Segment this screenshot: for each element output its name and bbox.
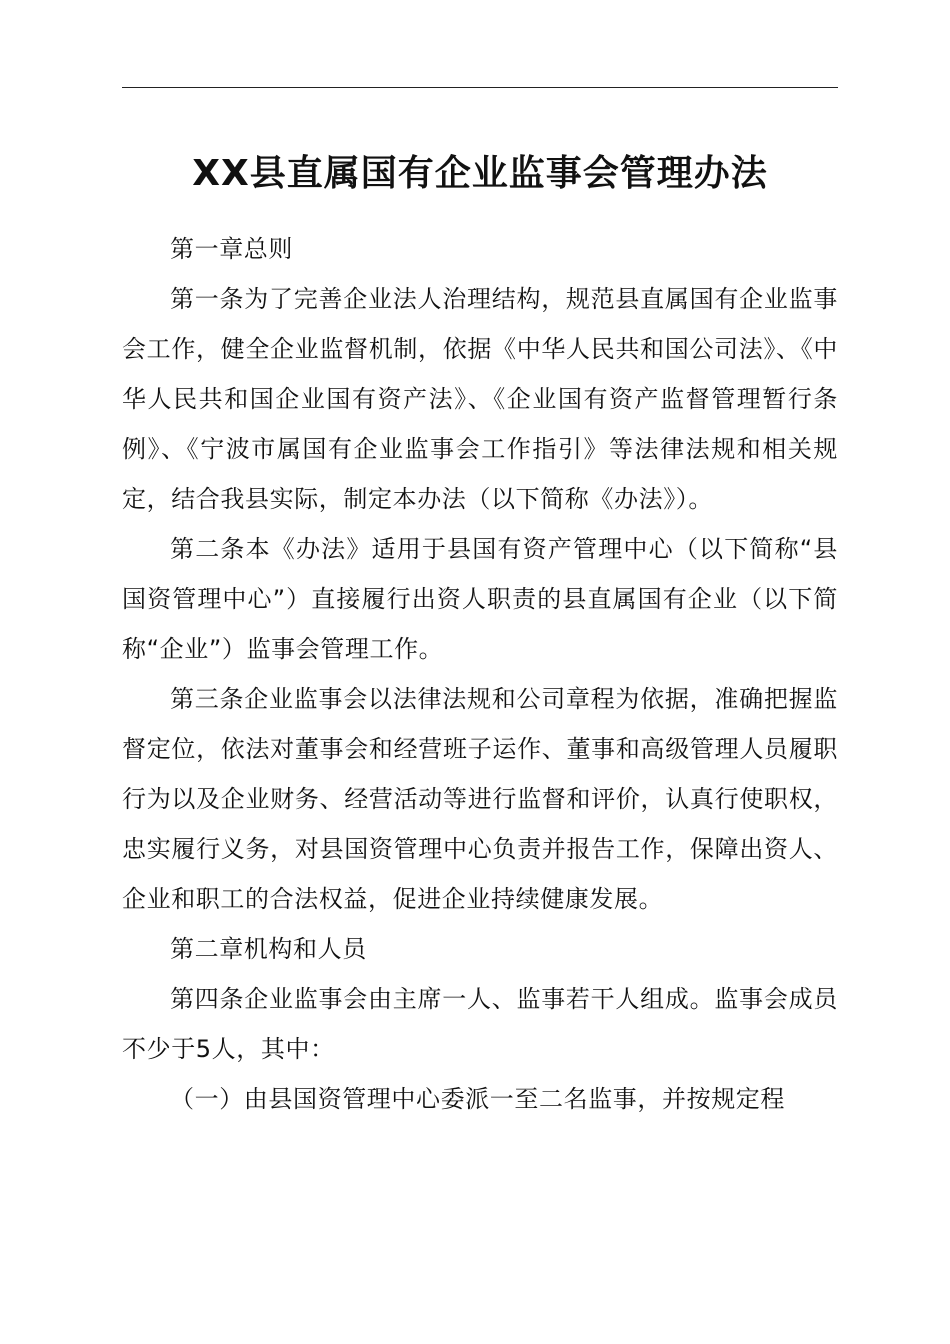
article-2: 第二条本《办法》适用于县国有资产管理中心（以下简称“县国资管理中心”）直接履行出资人职责的县直属国有企业（以下简称“企业”）监事会管理工作。 [122,535,838,663]
document-body [122,224,838,1124]
article-4-item-1: （一）由县国资管理中心委派一至二名监事，并按规定程 [170,1085,785,1113]
article-4: 第四条企业监事会由主席一人、监事若干人组成。监事会成员不少于5人，其中： [122,985,838,1063]
document-title: XX县直属国有企业监事会管理办法 [192,153,768,194]
chapter-heading-2: 第二章机构和人员 [170,935,367,963]
article-3: 第三条企业监事会以法律法规和公司章程为依据，准确把握监督定位，依法对董事会和经营班子运作、董事和高级管理人员履职行为以及企业财务、经营活动等进行监督和评价，认真行使职权，忠实履行义务，对县国资管理中心负责并报告工作，保障出资人、企业和职工的合法权益，促进企业持续健康发展。 [122,685,838,913]
chapter-heading-1: 第一章总则 [170,235,293,263]
article-1: 第一条为了完善企业法人治理结构，规范县直属国有企业监事会工作，健全企业监督机制，依据《中华人民共和国公司法》、《中华人民共和国企业国有资产法》、《企业国有资产监督管理暂行条例》、《宁波市属国有企业监事会工作指引》等法律法规和相关规定，结合我县实际，制定本办法（以下简称《办法》）。 [122,285,838,513]
header-rule [122,87,838,88]
